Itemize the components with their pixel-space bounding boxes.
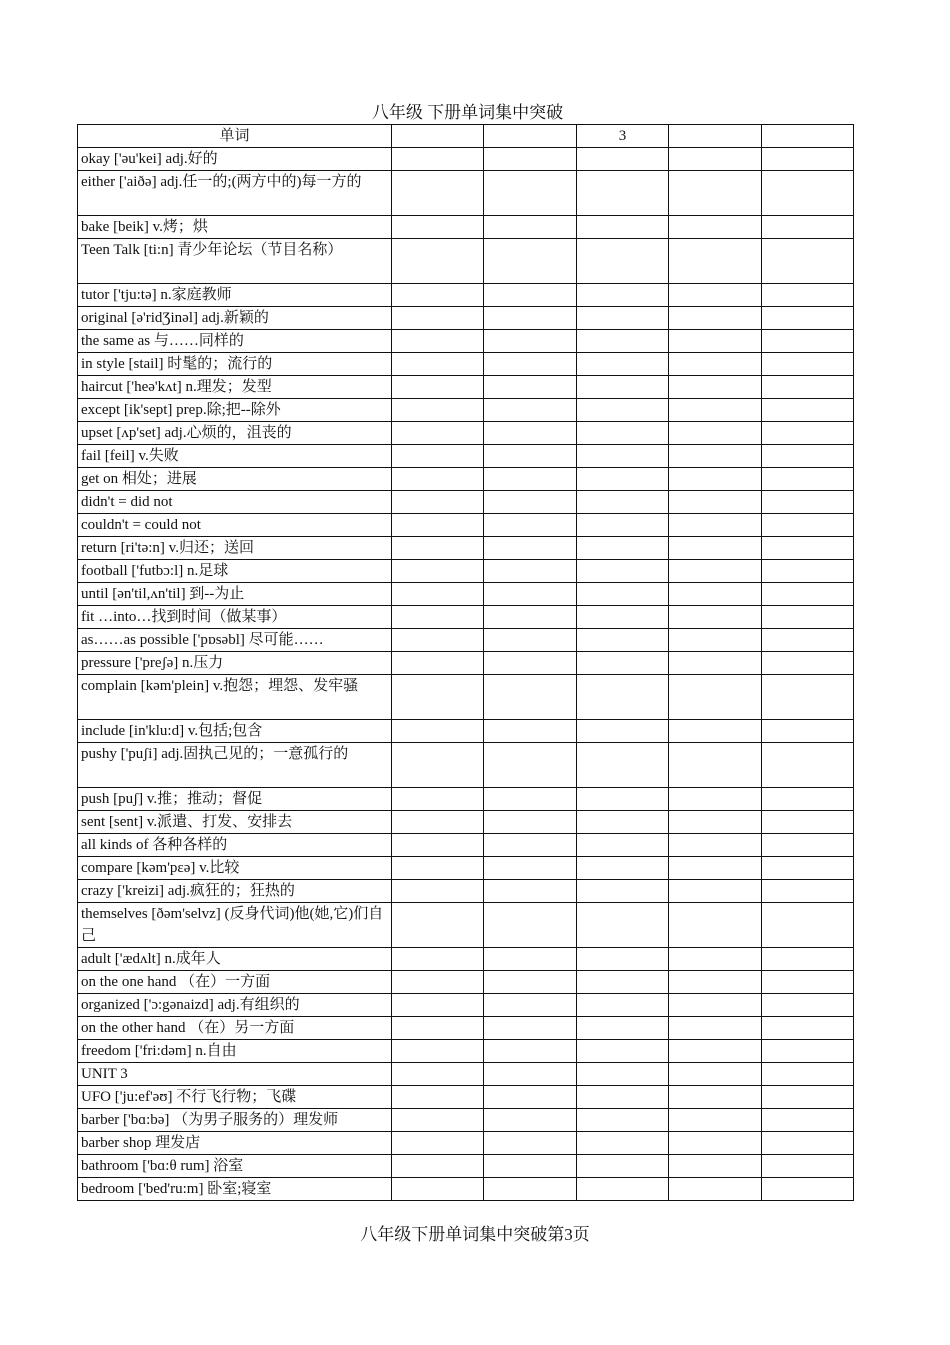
table-row [78,629,854,652]
table-row [78,948,854,971]
practice-cell [576,675,668,720]
practice-cell [484,537,576,560]
practice-cell [576,834,668,857]
table-row [78,720,854,743]
practice-cell [761,330,853,353]
practice-cell [392,445,484,468]
practice-cell [576,811,668,834]
word-cell: UFO ['ju:ef'əʊ] 不行飞行物；飞碟 [78,1086,392,1109]
table-row [78,330,854,353]
word-cell: bake [beik] v.烤；烘 [78,216,392,239]
practice-cell [484,903,576,948]
practice-cell [669,675,761,720]
practice-cell [576,330,668,353]
practice-cell [392,1086,484,1109]
practice-cell [392,994,484,1017]
table-header-cell [392,125,484,148]
practice-cell [761,629,853,652]
practice-cell [484,468,576,491]
practice-cell [576,971,668,994]
word-cell: either ['aiðə] adj.任一的;(两方中的)每一方的 [78,171,392,216]
table-row [78,537,854,560]
practice-cell [484,1086,576,1109]
practice-cell [669,284,761,307]
practice-cell [669,537,761,560]
practice-cell [761,468,853,491]
practice-cell [761,1017,853,1040]
word-cell: except [ik'sept] prep.除;把--除外 [78,399,392,422]
table-row [78,1109,854,1132]
word-cell: organized ['ɔ:gənaizd] adj.有组织的 [78,994,392,1017]
practice-cell [761,971,853,994]
practice-cell [484,1040,576,1063]
word-cell: barber ['bɑ:bə] （为男子服务的）理发师 [78,1109,392,1132]
practice-cell [484,743,576,788]
table-row [78,307,854,330]
table-row [78,491,854,514]
page-title: 八年级 下册单词集中突破 [371,103,564,122]
practice-cell [484,239,576,284]
practice-cell [484,994,576,1017]
practice-cell [484,652,576,675]
practice-cell [669,376,761,399]
word-cell: bathroom ['bɑ:θ rum] 浴室 [78,1155,392,1178]
practice-cell [484,353,576,376]
practice-cell [576,1109,668,1132]
practice-cell [392,422,484,445]
practice-cell [392,834,484,857]
practice-cell [761,857,853,880]
practice-cell [669,1109,761,1132]
table-row [78,1155,854,1178]
practice-cell [392,491,484,514]
practice-cell [576,1063,668,1086]
practice-cell [669,330,761,353]
practice-cell [576,880,668,903]
word-cell: couldn't = could not [78,514,392,537]
practice-cell [669,468,761,491]
table-row [78,857,854,880]
practice-cell [761,1132,853,1155]
word-cell: UNIT 3 [78,1063,392,1086]
practice-cell [484,948,576,971]
practice-cell [392,1109,484,1132]
practice-cell [576,1178,668,1201]
practice-cell [392,468,484,491]
practice-cell [484,1017,576,1040]
practice-cell [392,1178,484,1201]
practice-cell [392,1040,484,1063]
table-row [78,811,854,834]
word-cell: crazy ['kreizi] adj.疯狂的；狂热的 [78,880,392,903]
practice-cell [392,307,484,330]
practice-cell [484,629,576,652]
word-cell: until [ən'til,ʌn'til] 到--为止 [78,583,392,606]
practice-cell [484,514,576,537]
practice-cell [669,720,761,743]
practice-cell [669,743,761,788]
practice-cell [392,788,484,811]
practice-cell [576,399,668,422]
practice-cell [761,148,853,171]
practice-cell [669,216,761,239]
practice-cell [669,1155,761,1178]
practice-cell [761,811,853,834]
table-row [78,788,854,811]
table-row [78,994,854,1017]
word-cell: Teen Talk [ti:n] 青少年论坛（节目名称） [78,239,392,284]
practice-cell [392,514,484,537]
table-row [78,971,854,994]
practice-cell [669,788,761,811]
practice-cell [484,971,576,994]
practice-cell [484,330,576,353]
practice-cell [761,422,853,445]
practice-cell [392,537,484,560]
practice-cell [669,811,761,834]
practice-cell [392,171,484,216]
practice-cell [484,216,576,239]
practice-cell [576,994,668,1017]
practice-cell [761,376,853,399]
table-row [78,880,854,903]
practice-cell [761,1109,853,1132]
practice-cell [392,629,484,652]
practice-cell [484,491,576,514]
word-cell: themselves [ðəm'selvz] (反身代词)他(她,它)们自己 [78,903,392,948]
table-header-cell: 单词 [78,125,392,148]
practice-cell [576,422,668,445]
practice-cell [392,811,484,834]
practice-cell [392,903,484,948]
practice-cell [392,1017,484,1040]
practice-cell [576,606,668,629]
practice-cell [761,994,853,1017]
practice-cell [392,652,484,675]
practice-cell [576,284,668,307]
word-cell: pushy ['puʃi] adj.固执己见的；一意孤行的 [78,743,392,788]
practice-cell [669,560,761,583]
practice-cell [484,1155,576,1178]
practice-cell [392,948,484,971]
practice-cell [761,1155,853,1178]
practice-cell [576,788,668,811]
practice-cell [761,720,853,743]
practice-cell [669,491,761,514]
practice-cell [576,629,668,652]
practice-cell [669,1017,761,1040]
practice-cell [484,1178,576,1201]
practice-cell [392,675,484,720]
practice-cell [484,834,576,857]
practice-cell [669,1040,761,1063]
word-cell: push [puʃ] v.推；推动；督促 [78,788,392,811]
practice-cell [484,606,576,629]
word-cell: return [ri'tə:n] v.归还；送回 [78,537,392,560]
table-header-cell [669,125,761,148]
practice-cell [576,743,668,788]
practice-cell [484,171,576,216]
practice-cell [392,880,484,903]
practice-cell [669,880,761,903]
practice-cell [392,857,484,880]
practice-cell [669,606,761,629]
practice-cell [392,399,484,422]
practice-cell [761,1040,853,1063]
practice-cell [761,216,853,239]
practice-cell [669,948,761,971]
practice-cell [669,857,761,880]
practice-cell [761,1063,853,1086]
practice-cell [392,330,484,353]
practice-cell [392,1155,484,1178]
practice-cell [392,583,484,606]
table-row [78,1178,854,1201]
practice-cell [576,353,668,376]
page-footer: 八年级下册单词集中突破第3页 [360,1225,590,1244]
practice-cell [576,514,668,537]
table-row [78,606,854,629]
practice-cell [392,606,484,629]
practice-cell [761,1178,853,1201]
table-row [78,239,854,284]
table-row [78,445,854,468]
practice-cell [484,307,576,330]
table-row [78,514,854,537]
word-cell: as……as possible ['pɒsəbl] 尽可能…… [78,629,392,652]
practice-cell [576,1040,668,1063]
practice-cell [761,834,853,857]
practice-cell [761,1086,853,1109]
practice-cell [761,445,853,468]
practice-cell [669,1178,761,1201]
word-cell: on the other hand （在）另一方面 [78,1017,392,1040]
practice-cell [761,307,853,330]
practice-cell [576,903,668,948]
table-row [78,171,854,216]
practice-cell [576,216,668,239]
table-row [78,1086,854,1109]
practice-cell [761,239,853,284]
practice-cell [576,1155,668,1178]
word-cell: pressure ['preʃə] n.压力 [78,652,392,675]
table-row [78,284,854,307]
practice-cell [669,1063,761,1086]
table-header-cell [761,125,853,148]
practice-cell [484,1063,576,1086]
practice-cell [576,491,668,514]
practice-cell [669,1086,761,1109]
practice-cell [484,445,576,468]
practice-cell [484,148,576,171]
practice-cell [576,376,668,399]
practice-cell [576,583,668,606]
practice-cell [576,720,668,743]
word-cell: tutor ['tju:tə] n.家庭教师 [78,284,392,307]
practice-cell [484,376,576,399]
word-cell: bedroom ['bed'ru:m] 卧室;寝室 [78,1178,392,1201]
table-row [78,1017,854,1040]
practice-cell [669,422,761,445]
table-header-row [78,125,854,148]
practice-cell [392,560,484,583]
practice-cell [669,652,761,675]
practice-cell [576,560,668,583]
word-cell: complain [kəm'plein] v.抱怨；埋怨、发牢骚 [78,675,392,720]
word-cell: compare [kəm'pɛə] v.比较 [78,857,392,880]
practice-cell [669,583,761,606]
word-cell: in style [stail] 时髦的；流行的 [78,353,392,376]
practice-cell [484,788,576,811]
word-cell: fit …into…找到时间（做某事） [78,606,392,629]
word-cell: haircut ['heə'kʌt] n.理发；发型 [78,376,392,399]
word-cell: the same as 与……同样的 [78,330,392,353]
practice-cell [669,171,761,216]
practice-cell [484,422,576,445]
practice-cell [484,399,576,422]
practice-cell [669,903,761,948]
practice-cell [761,606,853,629]
practice-cell [576,239,668,284]
practice-cell [761,652,853,675]
practice-cell [761,560,853,583]
word-cell: upset [ʌp'set] adj.心烦的，沮丧的 [78,422,392,445]
practice-cell [669,629,761,652]
practice-cell [392,743,484,788]
practice-cell [392,1132,484,1155]
table-row [78,148,854,171]
practice-cell [484,1132,576,1155]
practice-cell [392,720,484,743]
practice-cell [576,468,668,491]
practice-cell [669,353,761,376]
word-cell: football ['futbɔ:l] n.足球 [78,560,392,583]
practice-cell [761,788,853,811]
practice-cell [761,353,853,376]
practice-cell [484,720,576,743]
word-cell: didn't = did not [78,491,392,514]
word-cell: adult ['ædʌlt] n.成年人 [78,948,392,971]
practice-cell [761,399,853,422]
word-cell: fail [feil] v.失败 [78,445,392,468]
practice-cell [761,284,853,307]
practice-cell [392,239,484,284]
practice-cell [576,1086,668,1109]
practice-cell [576,307,668,330]
practice-cell [484,857,576,880]
word-cell: barber shop 理发店 [78,1132,392,1155]
practice-cell [669,445,761,468]
practice-cell [392,216,484,239]
table-header-cell: 3 [576,125,668,148]
word-cell: sent [sent] v.派遣、打发、安排去 [78,811,392,834]
table-row [78,353,854,376]
practice-cell [761,514,853,537]
practice-cell [669,148,761,171]
practice-cell [392,284,484,307]
practice-cell [392,148,484,171]
word-cell: okay ['əu'kei] adj.好的 [78,148,392,171]
practice-cell [576,1132,668,1155]
word-cell: on the one hand （在）一方面 [78,971,392,994]
word-cell: freedom ['fri:dəm] n.自由 [78,1040,392,1063]
practice-cell [669,239,761,284]
practice-cell [392,353,484,376]
practice-cell [484,675,576,720]
practice-cell [484,880,576,903]
practice-cell [392,971,484,994]
practice-cell [669,1132,761,1155]
table-row [78,422,854,445]
table-row [78,834,854,857]
table-row [78,743,854,788]
practice-cell [576,1017,668,1040]
table-row [78,1132,854,1155]
practice-cell [669,307,761,330]
vocabulary-table [77,124,854,1201]
practice-cell [484,583,576,606]
practice-cell [761,171,853,216]
practice-cell [761,743,853,788]
table-row [78,376,854,399]
practice-cell [392,376,484,399]
word-cell: include [in'klu:d] v.包括;包含 [78,720,392,743]
practice-cell [484,284,576,307]
practice-cell [576,537,668,560]
word-cell: get on 相处；进展 [78,468,392,491]
table-row [78,903,854,948]
table-header-cell [484,125,576,148]
practice-cell [392,1063,484,1086]
table-row [78,468,854,491]
practice-cell [576,948,668,971]
practice-cell [761,948,853,971]
table-row [78,652,854,675]
table-row [78,583,854,606]
practice-cell [484,560,576,583]
practice-cell [484,811,576,834]
table-row [78,399,854,422]
table-row [78,216,854,239]
practice-cell [669,994,761,1017]
practice-cell [669,971,761,994]
table-row [78,675,854,720]
practice-cell [576,652,668,675]
practice-cell [761,537,853,560]
table-row [78,560,854,583]
practice-cell [761,903,853,948]
practice-cell [576,171,668,216]
word-cell: original [ə'ridƷinəl] adj.新颖的 [78,307,392,330]
practice-cell [761,583,853,606]
practice-cell [576,148,668,171]
practice-cell [669,834,761,857]
practice-cell [576,857,668,880]
table-row [78,1063,854,1086]
word-cell: all kinds of 各种各样的 [78,834,392,857]
practice-cell [761,491,853,514]
practice-cell [761,675,853,720]
table-row [78,1040,854,1063]
practice-cell [576,445,668,468]
practice-cell [761,880,853,903]
practice-cell [484,1109,576,1132]
practice-cell [669,514,761,537]
practice-cell [669,399,761,422]
